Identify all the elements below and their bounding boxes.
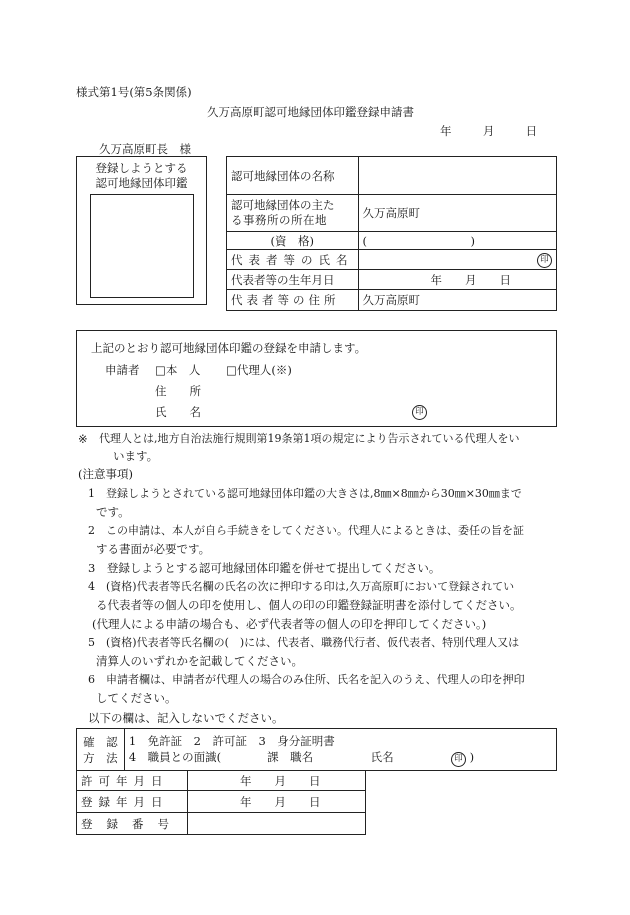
registration-date-label: 登録年月日: [77, 791, 188, 813]
applicant-label: 申請者: [105, 363, 140, 377]
note-6-line-2: してください。: [96, 691, 177, 705]
note-4-line-3: (代理人による申請の場合も、必ず代表者等の個人の印を押印してください。): [92, 617, 487, 631]
note-6-line-1: 6 申請者欄は、申請者が代理人の場合のみ住所、氏名を記入のうえ、代理人の印を押印: [88, 673, 525, 686]
seal-registration-box: [76, 156, 207, 305]
application-box: [76, 330, 557, 427]
footnote-text-2: います。: [113, 449, 159, 463]
seal-box-label-2: 認可地縁団体印鑑: [95, 176, 188, 190]
office-record-table: [76, 770, 366, 835]
note-5-line-2: 清算人のいずれかを記載してください。: [96, 654, 303, 668]
confirmation-table: [76, 728, 557, 771]
note-3-line-1: 3 登録しようとする認可地縁団体印鑑を併せて提出してください。: [88, 561, 441, 575]
date-month: 月: [482, 124, 495, 138]
representative-address-field[interactable]: [358, 290, 557, 311]
birthdate-value: 年 月 日: [430, 272, 511, 287]
permit-date-value: 年 月 日: [240, 773, 321, 788]
applicant-name-label: 氏 名: [155, 405, 201, 419]
confirm-options-line-2: [129, 749, 552, 767]
date-line: [440, 123, 537, 139]
office-address-label-2: る事務所の所在地: [231, 213, 327, 227]
representative-name-field[interactable]: [358, 250, 557, 270]
option-self-checkbox[interactable]: □本 人: [155, 363, 201, 377]
permit-date-label: 許可年月日: [77, 771, 188, 791]
confirm-seal-mark: 印: [451, 752, 466, 767]
table-row: [227, 232, 557, 250]
representative-address-value: 久万高原町: [362, 293, 420, 307]
confirm-close-paren: ): [469, 749, 475, 764]
registration-number-label: 登録番号: [77, 813, 188, 835]
representative-address-label: 代表者等の住所: [227, 290, 359, 311]
confirm-options-line-1: 1 免許証 2 許可証 3 身分証明書: [128, 733, 335, 748]
table-row: [227, 250, 557, 270]
group-info-table: [226, 156, 557, 311]
seal-impression-area[interactable]: [90, 194, 194, 298]
qualification-label: (資 格): [227, 232, 359, 250]
table-row: [77, 771, 366, 791]
note-2-line-2: する書面が必要です。: [96, 542, 211, 556]
registration-date-field[interactable]: [188, 791, 366, 813]
date-day: 日: [525, 124, 538, 138]
office-address-field[interactable]: [358, 195, 557, 232]
table-row: [227, 270, 557, 290]
note-2-line-1: 2 この申請は、本人が自ら手続きをしてください。代理人によるときは、委任の旨を証: [88, 524, 524, 537]
table-row: [227, 157, 557, 195]
table-row: [77, 729, 557, 771]
note-4-line-2: る代表者等の個人の印を使用し、個人の印の印鑑登録証明書を添付してください。: [96, 598, 522, 612]
application-statement: 上記のとおり認可地縁団体印鑑の登録を申請します。: [91, 341, 367, 355]
qualification-field[interactable]: [358, 232, 557, 250]
confirm-label-2: 方 法: [83, 750, 118, 765]
registration-date-value: 年 月 日: [240, 794, 321, 809]
office-use-instruction: 以下の欄は、記入しないでください。: [88, 711, 284, 725]
representative-birthdate-field[interactable]: [358, 270, 557, 290]
note-1-line-2: です。: [96, 505, 130, 519]
office-address-label-1: 認可地縁団体の主た: [231, 198, 335, 212]
date-year: 年: [440, 124, 452, 138]
applicant-seal-mark: 印: [412, 405, 427, 420]
table-row: [77, 813, 366, 835]
form-number: 様式第1号(第5条関係): [76, 85, 192, 99]
notes-heading: (注意事項): [78, 467, 133, 481]
note-5-line-1: 5 (資格)代表者等氏名欄の( )には、代表者、職務代行者、仮代表者、特別代理人又は: [88, 636, 520, 649]
confirm-label-1: 確 認: [83, 734, 118, 749]
option-agent-checkbox[interactable]: □代理人(※): [226, 363, 292, 377]
confirm-method-label: [77, 729, 125, 771]
registration-number-field[interactable]: [188, 813, 366, 835]
group-name-field[interactable]: [358, 157, 557, 195]
table-row: [227, 290, 557, 311]
note-4-line-1: 4 (資格)代表者等氏名欄の氏名の次に押印する印は,久万高原町において登録されてい: [88, 580, 515, 593]
permit-date-field[interactable]: [188, 771, 366, 791]
office-address-value: 久万高原町: [362, 206, 420, 220]
addressee: 久万高原町長 様: [99, 142, 191, 156]
confirm-options-line-2-text: 4 職員との面識( 課 職名 氏名: [128, 749, 394, 764]
confirm-method-options[interactable]: [124, 729, 556, 771]
page-title: 久万高原町認可地縁団体印鑑登録申請書: [207, 105, 414, 119]
office-address-label: [227, 195, 359, 232]
footnote-mark: ※: [78, 432, 88, 446]
table-row: [77, 791, 366, 813]
note-1-line-1: 1 登録しようとされている認可地縁団体印鑑の大きさは,8㎜×8㎜から30㎜×30㎜まで: [88, 487, 522, 500]
seal-mark: 印: [537, 253, 552, 268]
group-name-label: 認可地縁団体の名称: [227, 157, 359, 195]
representative-name-label: 代表者等の氏名: [227, 250, 359, 270]
footnote-text-1: 代理人とは,地方自治法施行規則第19条第1項の規定により告示されている代理人をい: [99, 432, 520, 445]
seal-box-label-1: 登録しようとする: [95, 161, 188, 175]
representative-birthdate-label: 代表者等の生年月日: [227, 270, 359, 290]
applicant-address-label: 住 所: [155, 384, 201, 398]
table-row: [227, 195, 557, 232]
qualification-value: ( ): [362, 233, 475, 248]
